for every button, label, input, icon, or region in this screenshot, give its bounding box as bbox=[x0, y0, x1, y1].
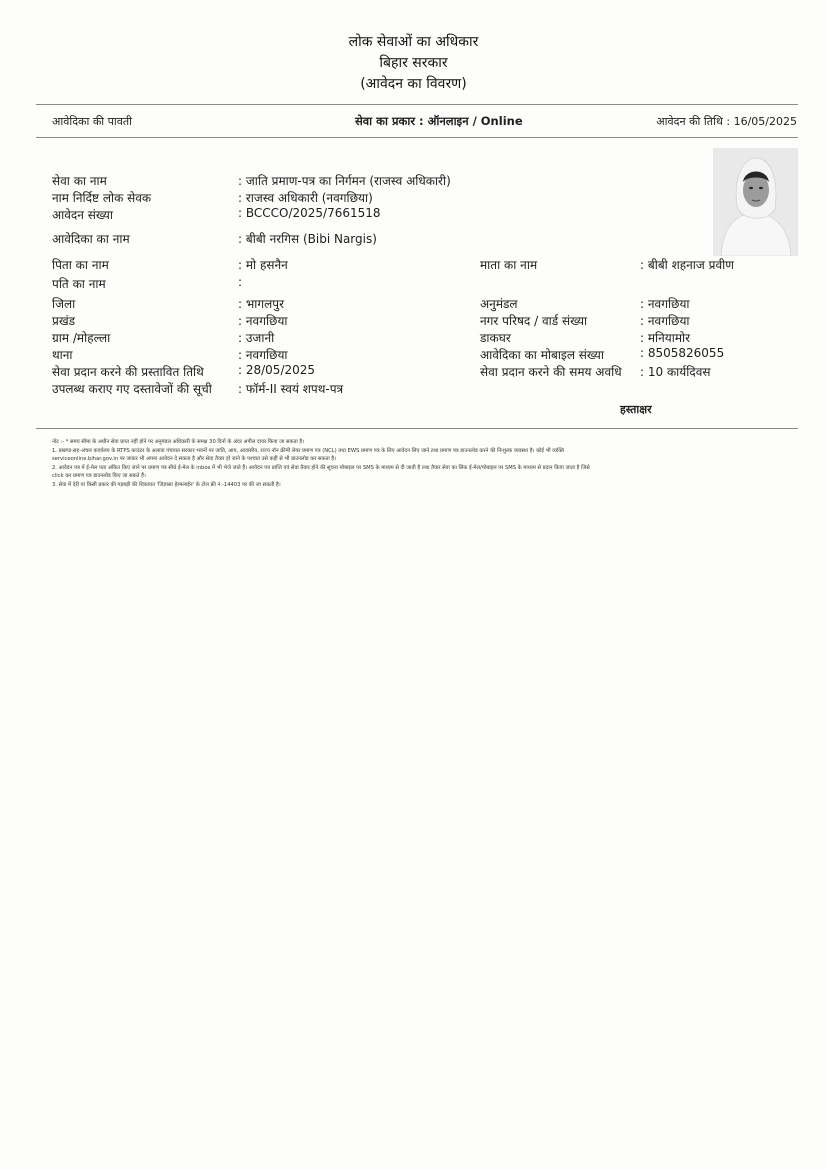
subdivision-label: अनुमंडल bbox=[480, 297, 518, 311]
block-label: प्रखंड bbox=[52, 314, 76, 328]
ward-label: नगर परिषद / वार्ड संख्या bbox=[480, 314, 588, 328]
documents-label: उपलब्ध कराए गए दस्तावेजों की सूची bbox=[52, 382, 212, 396]
village-value: : उजानी bbox=[238, 331, 275, 345]
husband-name-label: पति का नाम bbox=[52, 277, 106, 291]
district-label: जिला bbox=[52, 297, 76, 311]
application-number-label: आवेदन संख्या bbox=[52, 208, 113, 222]
application-date: आवेदन की तिथि : 16/05/2025 bbox=[656, 115, 797, 128]
meta-divider bbox=[36, 137, 798, 138]
applicant-name-value: : बीबी नरगिस (Bibi Nargis) bbox=[238, 232, 377, 246]
service-name-value: : जाति प्रमाण-पत्र का निर्गमन (राजस्व अधिकारी) bbox=[238, 174, 451, 188]
post-office-label: डाकघर bbox=[480, 331, 511, 345]
district-value: : भागलपुर bbox=[238, 297, 285, 311]
receipt-label: आवेदिका की पावती bbox=[52, 115, 132, 128]
note-line: नोट :- * समय सीमा के अधीन सेवा प्राप्त नहीं होने पर अनुमंडल अधिकारी के समक्ष 30 दिनों के अंदर अपील दायर किया जा सकता है। bbox=[52, 439, 305, 445]
husband-name-value: : bbox=[238, 275, 243, 289]
note-line: 1. प्रखण्ड-सह-अंचल कार्यालय के RTPS काउंटर के अलावा पंचायत सरकार भवनों पर जाति, आय, आवासीय, राज्य नॉन क्रीमी लेयर प्रमाण पत्र (NCL) तथा EWS प्रमाण पत्र के लिए आवेदन लिए जाने तथा प्रमाण पत्र डाउनलोड करने की निःशुल्क व्यवस्था है। कोई भी व्यक्ति bbox=[52, 447, 565, 454]
mobile-value: : 8505826055 bbox=[640, 346, 725, 360]
portrait-image bbox=[713, 148, 798, 256]
police-station-value: : नवगछिया bbox=[238, 348, 288, 362]
mother-name-value: : बीबी शहनाज प्रवीण bbox=[640, 258, 734, 272]
service-name-label: सेवा का नाम bbox=[52, 174, 107, 188]
village-label: ग्राम /मोहल्ला bbox=[52, 331, 111, 345]
designated-officer-value: : राजस्व अधिकारी (नवगछिया) bbox=[238, 191, 373, 205]
applicant-photo bbox=[713, 148, 798, 256]
father-name-value: : मो हसनैन bbox=[238, 258, 288, 272]
note-line: 3. सेवा में देरी या किसी प्रकार की गड़बड़ी की शिकायत 'जिज्ञासा हेल्पलाईन' के टोल फ्री नं.-14403 पर की जा सकती है। bbox=[52, 481, 281, 488]
notes-divider bbox=[36, 428, 798, 429]
header-authority: लोक सेवाओं का अधिकार bbox=[348, 34, 479, 50]
father-name-label: पिता का नाम bbox=[52, 258, 109, 272]
note-line: serviceonline.bihar.gov.in पर जाकर भी अपना आवेदन दे सकता है और सेवा तैयार हो जाने के पश्चात उसे कहीं से भी डाउनलोड कर सकता है। bbox=[52, 456, 337, 463]
note-line: click कर प्रमाण पत्र डाउनलोड किए जा सकते हैं। bbox=[52, 473, 146, 480]
notes-section bbox=[52, 438, 800, 490]
police-station-label: थाना bbox=[52, 348, 73, 362]
subdivision-value: : नवगछिया bbox=[640, 297, 690, 311]
service-period-label: सेवा प्रदान करने की समय अवधि bbox=[480, 365, 622, 379]
mother-name-label: माता का नाम bbox=[480, 258, 538, 272]
service-type: सेवा का प्रकार : ऑनलाइन / Online bbox=[355, 114, 523, 128]
applicant-name-label: आवेदिका का नाम bbox=[52, 232, 130, 246]
designated-officer-label: नाम निर्दिष्ट लोक सेवक bbox=[52, 191, 152, 205]
service-period-value: : 10 कार्यदिवस bbox=[640, 365, 711, 379]
top-divider bbox=[36, 104, 798, 105]
ward-value: : नवगछिया bbox=[640, 314, 690, 328]
signature-label: हस्ताक्षर bbox=[620, 403, 652, 416]
post-office-value: : मनियामोर bbox=[640, 331, 691, 345]
mobile-label: आवेदिका का मोबाइल संख्या bbox=[480, 348, 604, 362]
header-document-title: (आवेदन का विवरण) bbox=[360, 76, 467, 92]
proposed-date-label: सेवा प्रदान करने की प्रस्तावित तिथि bbox=[52, 365, 204, 379]
application-number-value: : BCCCO/2025/7661518 bbox=[238, 206, 381, 220]
note-line: 2. आवेदन पत्र में ई-मेल पता अंकित किए जाने पर प्रमाण पत्र सीधे ई-मेल के inbox में भी भेजे जाते हैं। आवेदन पत्र प्राप्ति एवं सेवा तैयार होने की सूचना मोबाइल पर SMS के माध्यम से दी जाती है तथा तैयार सेवा का लिंक ई-मेल/मोबाइल पर SMS के माध्यम से प्रदान किया जाता है जिसे bbox=[52, 464, 590, 471]
documents-value: : फॉर्म-II स्वयं शपथ-पत्र bbox=[238, 382, 344, 396]
proposed-date-value: : 28/05/2025 bbox=[238, 363, 316, 377]
block-value: : नवगछिया bbox=[238, 314, 288, 328]
header-government: बिहार सरकार bbox=[379, 55, 448, 71]
